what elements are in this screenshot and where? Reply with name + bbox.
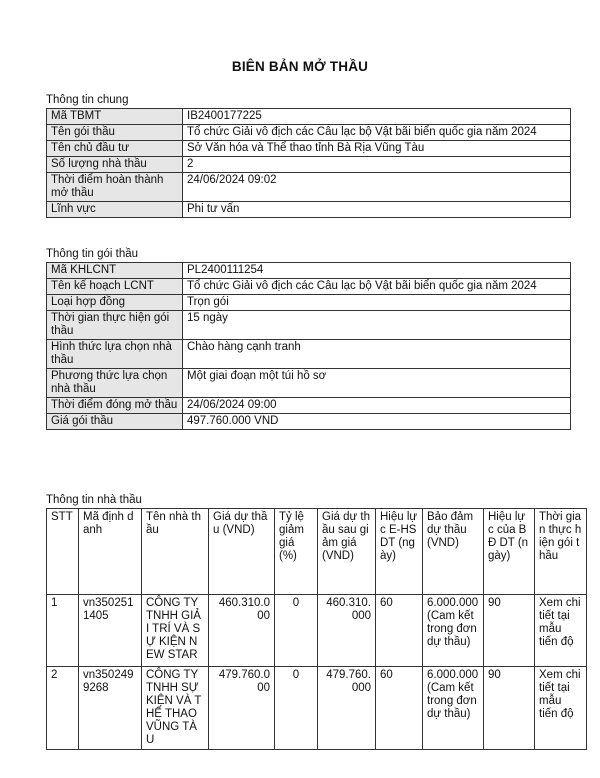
table-cell: Phương thức lựa chọn nhà thầu: [47, 369, 183, 398]
table-cell: 460.310.000: [318, 595, 376, 667]
table-cell: Tên gói thầu: [47, 125, 183, 141]
package-info-heading: Thông tin gói thầu: [46, 248, 139, 260]
table-cell: Loại hợp đồng: [47, 295, 183, 311]
table-cell: 6.000.000 (Cam kết trong đơn dự thầu): [423, 667, 484, 750]
general-info-heading: Thông tin chung: [46, 94, 129, 106]
col-header-validity: Hiệu lực E-HSDT (ngày): [376, 509, 423, 595]
table-cell: 0: [275, 667, 318, 750]
contractors-table: [46, 508, 587, 750]
col-header-stt: STT: [47, 509, 79, 595]
table-cell: Trọn gói: [183, 295, 571, 311]
table-cell: 60: [376, 667, 423, 750]
table-row: [47, 398, 571, 414]
table-cell: 24/06/2024 09:00: [183, 398, 571, 414]
table-cell: Thời gian thực hiện gói thầu: [47, 311, 183, 340]
contractors-heading: Thông tin nhà thầu: [46, 494, 142, 506]
table-cell: vn3502511405: [79, 595, 142, 667]
table-cell: 90: [484, 667, 535, 750]
table-cell: 90: [484, 595, 535, 667]
table-cell: 60: [376, 595, 423, 667]
col-header-guarantee: Bảo đảm dự thầu (VND): [423, 509, 484, 595]
table-cell: Xem chi tiết tại mẫu tiến độ: [535, 595, 587, 667]
table-cell: Lĩnh vực: [47, 202, 183, 218]
table-cell: 0: [275, 595, 318, 667]
table-cell: Hình thức lựa chọn nhà thầu: [47, 340, 183, 369]
table-cell: 479.760.000: [209, 667, 275, 750]
col-header-name: Tên nhà thầu: [142, 509, 209, 595]
table-row: [47, 202, 571, 218]
table-cell: 479.760.000: [318, 667, 376, 750]
col-header-code: Mã định danh: [79, 509, 142, 595]
table-row: [47, 125, 571, 141]
table-row: [47, 340, 571, 369]
table-cell: Thời điểm đóng mở thầu: [47, 398, 183, 414]
table-cell: 497.760.000 VND: [183, 414, 571, 430]
table-row: [47, 279, 571, 295]
col-header-duration: Thời gian thực hiện gói thầu: [535, 509, 587, 595]
general-info-table: [46, 108, 571, 218]
table-cell: 1: [47, 595, 79, 667]
col-header-guarantee-validity: Hiệu lực của BĐ DT (ngày): [484, 509, 535, 595]
table-cell: CÔNG TY TNHH SỰ KIỆN VÀ THỂ THAO VŨNG TÀU: [142, 667, 209, 750]
table-cell: 24/06/2024 09:02: [183, 173, 571, 202]
table-row: [47, 595, 587, 667]
table-row: [47, 157, 571, 173]
table-header-row: [47, 509, 587, 595]
table-cell: Số lượng nhà thầu: [47, 157, 183, 173]
table-cell: 460.310.000: [209, 595, 275, 667]
table-cell: CÔNG TY TNHH GIẢI TRÍ VÀ SỰ KIỆN NEW STAR: [142, 595, 209, 667]
table-cell: Tên chủ đầu tư: [47, 141, 183, 157]
table-cell: Tên kế hoạch LCNT: [47, 279, 183, 295]
table-row: [47, 141, 571, 157]
table-row: [47, 667, 587, 750]
table-cell: Tổ chức Giải vô địch các Câu lạc bộ Vật bãi biển quốc gia năm 2024: [183, 279, 571, 295]
table-row: [47, 369, 571, 398]
table-cell: Phi tư vấn: [183, 202, 571, 218]
table-cell: Chào hàng cạnh tranh: [183, 340, 571, 369]
table-cell: 2: [183, 157, 571, 173]
table-row: [47, 173, 571, 202]
col-header-price-after: Giá dự thầu sau giảm giá (VND): [318, 509, 376, 595]
table-row: [47, 263, 571, 279]
table-cell: Giá gói thầu: [47, 414, 183, 430]
table-row: [47, 414, 571, 430]
table-cell: vn3502499268: [79, 667, 142, 750]
table-cell: Thời điểm hoàn thành mở thầu: [47, 173, 183, 202]
table-cell: 2: [47, 667, 79, 750]
table-row: [47, 109, 571, 125]
table-cell: PL2400111254: [183, 263, 571, 279]
table-cell: Mã KHLCNT: [47, 263, 183, 279]
col-header-discount: Tỷ lệ giảm giá (%): [275, 509, 318, 595]
col-header-price: Giá dự thầu (VND): [209, 509, 275, 595]
table-cell: Tổ chức Giải vô địch các Câu lạc bộ Vật bãi biển quốc gia năm 2024: [183, 125, 571, 141]
table-cell: 15 ngày: [183, 311, 571, 340]
table-cell: IB2400177225: [183, 109, 571, 125]
table-cell: Mã TBMT: [47, 109, 183, 125]
table-row: [47, 311, 571, 340]
table-cell: Sở Văn hóa và Thể thao tỉnh Bà Rịa Vũng Tàu: [183, 141, 571, 157]
table-cell: Một giai đoạn một túi hồ sơ: [183, 369, 571, 398]
table-cell: 6.000.000 (Cam kết trong đơn dự thầu): [423, 595, 484, 667]
table-row: [47, 295, 571, 311]
table-cell: Xem chi tiết tại mẫu tiến độ: [535, 667, 587, 750]
document-title: BIÊN BẢN MỞ THẦU: [231, 59, 369, 74]
package-info-table: [46, 262, 571, 430]
